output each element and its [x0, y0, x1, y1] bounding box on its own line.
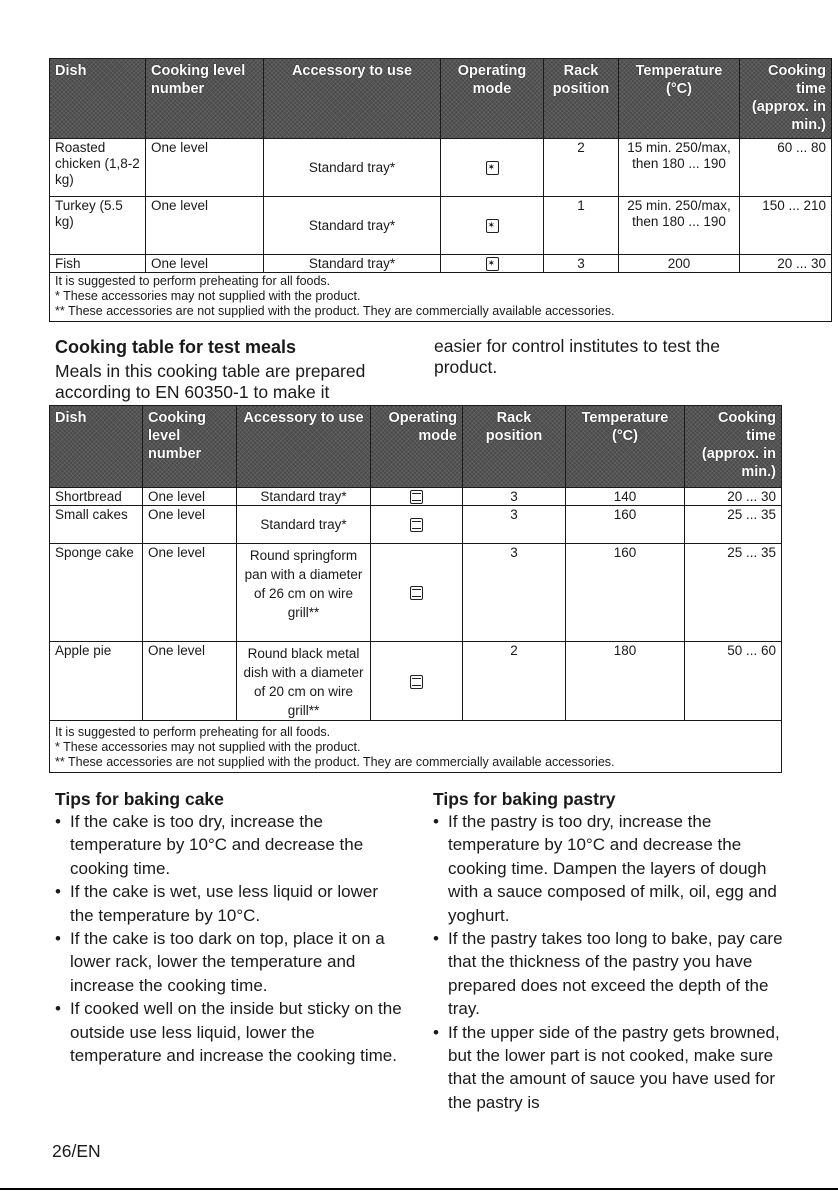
cell-time: 25 ... 35: [685, 544, 782, 642]
cell-accessory: Round springform pan with a diameter of 26 cm on wire grill**: [237, 544, 371, 642]
cell-mode: [441, 139, 544, 197]
cell-mode: [371, 506, 463, 544]
cell-temperature: 200: [619, 255, 740, 273]
section-intro-left: Meals in this cooking table are prepared according to EN 60350-1 to make it: [55, 361, 366, 402]
header-level: Cooking level number: [143, 406, 237, 488]
note-commercial: ** These accessories are not supplied with the product. They are commercially available accessories.: [55, 304, 615, 318]
cell-dish: Fish: [50, 255, 146, 273]
table-notes: [50, 273, 832, 322]
tips-cake: [55, 788, 405, 1067]
top-bottom-heat-icon: [410, 586, 423, 600]
cell-dish: Apple pie: [50, 642, 143, 721]
cell-dish: Roasted chicken (1,8-2 kg): [50, 139, 146, 197]
header-accessory: Accessory to use: [264, 59, 441, 139]
cell-rack: 3: [463, 506, 566, 544]
table-header-row: [50, 406, 782, 488]
page-number: 26/EN: [52, 1141, 101, 1161]
list-item: • If the upper side of the pastry gets browned, but the lower part is not cooked, make sure that the amount of sauce you have used for the pastry is: [433, 1021, 783, 1115]
cell-mode: [371, 488, 463, 506]
note-preheat: It is suggested to perform preheating for all foods.: [55, 725, 331, 739]
table-row: [50, 255, 832, 273]
header-accessory: Accessory to use: [237, 406, 371, 488]
cell-temperature: 15 min. 250/max, then 180 ... 190: [619, 139, 740, 197]
cell-level: One level: [143, 642, 237, 721]
table-row: [50, 139, 832, 197]
cell-level: One level: [146, 197, 264, 255]
header-temperature: Temperature (°C): [566, 406, 685, 488]
note-preheat: It is suggested to perform preheating for all foods.: [55, 274, 331, 288]
cooking-table-2: [49, 405, 782, 773]
cell-level: One level: [146, 255, 264, 273]
cell-rack: 2: [463, 642, 566, 721]
cell-time: 25 ... 35: [685, 506, 782, 544]
cell-accessory: Standard tray*: [237, 506, 371, 544]
cell-mode: [441, 197, 544, 255]
fan-grill-icon: [486, 161, 499, 175]
cell-rack: 1: [544, 197, 619, 255]
list-item: • If the pastry is too dry, increase the temperature by 10°C and decrease the cooking time. Dampen the layers of dough with a sauce composed of milk, oil, egg and yoghurt.: [433, 810, 783, 927]
table-row: [50, 544, 782, 642]
note-accessories: * These accessories may not supplied with the product.: [55, 289, 361, 303]
header-mode: Operating mode: [441, 59, 544, 139]
section-heading: Cooking table for test meals: [55, 337, 297, 357]
cell-rack: 3: [463, 544, 566, 642]
cell-time: 50 ... 60: [685, 642, 782, 721]
tips-pastry-list: [433, 810, 783, 1114]
tips-pastry-heading: Tips for baking pastry: [433, 789, 616, 809]
table-row: [50, 642, 782, 721]
header-rack: Rack position: [463, 406, 566, 488]
cell-level: One level: [146, 139, 264, 197]
table-row: [50, 197, 832, 255]
cell-time: 20 ... 30: [740, 255, 832, 273]
note-accessories: * These accessories may not supplied with the product.: [55, 740, 361, 754]
table-notes: [50, 721, 782, 773]
bottom-rule: [0, 1188, 838, 1190]
cell-temperature: 160: [566, 544, 685, 642]
fan-grill-icon: [486, 219, 499, 233]
cell-dish: Shortbread: [50, 488, 143, 506]
cell-accessory: Standard tray*: [264, 197, 441, 255]
note-commercial: ** These accessories are not supplied with the product. They are commercially available accessories.: [55, 755, 615, 769]
table-notes-row: [50, 273, 832, 322]
top-bottom-heat-icon: [410, 490, 423, 504]
list-item: • If cooked well on the inside but sticky on the outside use less liquid, lower the temperature and increase the cooking time.: [55, 997, 405, 1067]
cell-temperature: 140: [566, 488, 685, 506]
cell-rack: 2: [544, 139, 619, 197]
list-item: • If the cake is too dark on top, place it on a lower rack, lower the temperature and increase the cooking time.: [55, 927, 405, 997]
cell-rack: 3: [544, 255, 619, 273]
cell-dish: Sponge cake: [50, 544, 143, 642]
header-rack: Rack position: [544, 59, 619, 139]
header-mode: Operating mode: [371, 406, 463, 488]
cooking-table-1: [49, 58, 832, 322]
cell-temperature: 25 min. 250/max, then 180 ... 190: [619, 197, 740, 255]
cell-accessory: Round black metal dish with a diameter of 20 cm on wire grill**: [237, 642, 371, 721]
header-temperature: Temperature (°C): [619, 59, 740, 139]
cell-time: 150 ... 210: [740, 197, 832, 255]
cell-accessory: Standard tray*: [264, 255, 441, 273]
cell-accessory: Standard tray*: [264, 139, 441, 197]
cell-time: 20 ... 30: [685, 488, 782, 506]
table-row: [50, 506, 782, 544]
cell-temperature: 160: [566, 506, 685, 544]
table-notes-row: [50, 721, 782, 773]
table-header-row: [50, 59, 832, 139]
header-dish: Dish: [50, 59, 146, 139]
fan-grill-icon: [486, 257, 499, 271]
top-bottom-heat-icon: [410, 518, 423, 532]
cell-rack: 3: [463, 488, 566, 506]
tips-cake-list: [55, 810, 405, 1067]
cell-dish: Small cakes: [50, 506, 143, 544]
cell-temperature: 180: [566, 642, 685, 721]
list-item: • If the cake is too dry, increase the temperature by 10°C and decrease the cooking time.: [55, 810, 405, 880]
header-time: Cooking time (approx. in min.): [685, 406, 782, 488]
tips-pastry: [433, 788, 783, 1114]
cell-mode: [441, 255, 544, 273]
section-intro-right: easier for control institutes to test the product.: [434, 336, 720, 377]
list-item: • If the pastry takes too long to bake, pay care that the thickness of the pastry you have prepared does not exceed the depth of the tray.: [433, 927, 783, 1021]
table-row: [50, 488, 782, 506]
list-item: • If the cake is wet, use less liquid or lower the temperature by 10°C.: [55, 880, 405, 927]
cell-level: One level: [143, 488, 237, 506]
cell-level: One level: [143, 544, 237, 642]
tips-cake-heading: Tips for baking cake: [55, 789, 224, 809]
cell-dish: Turkey (5.5 kg): [50, 197, 146, 255]
header-level: Cooking level number: [146, 59, 264, 139]
header-time: Cooking time (approx. in min.): [740, 59, 832, 139]
top-bottom-heat-icon: [410, 675, 423, 689]
header-dish: Dish: [50, 406, 143, 488]
cell-time: 60 ... 80: [740, 139, 832, 197]
cell-mode: [371, 642, 463, 721]
cell-level: One level: [143, 506, 237, 544]
cell-mode: [371, 544, 463, 642]
cell-accessory: Standard tray*: [237, 488, 371, 506]
